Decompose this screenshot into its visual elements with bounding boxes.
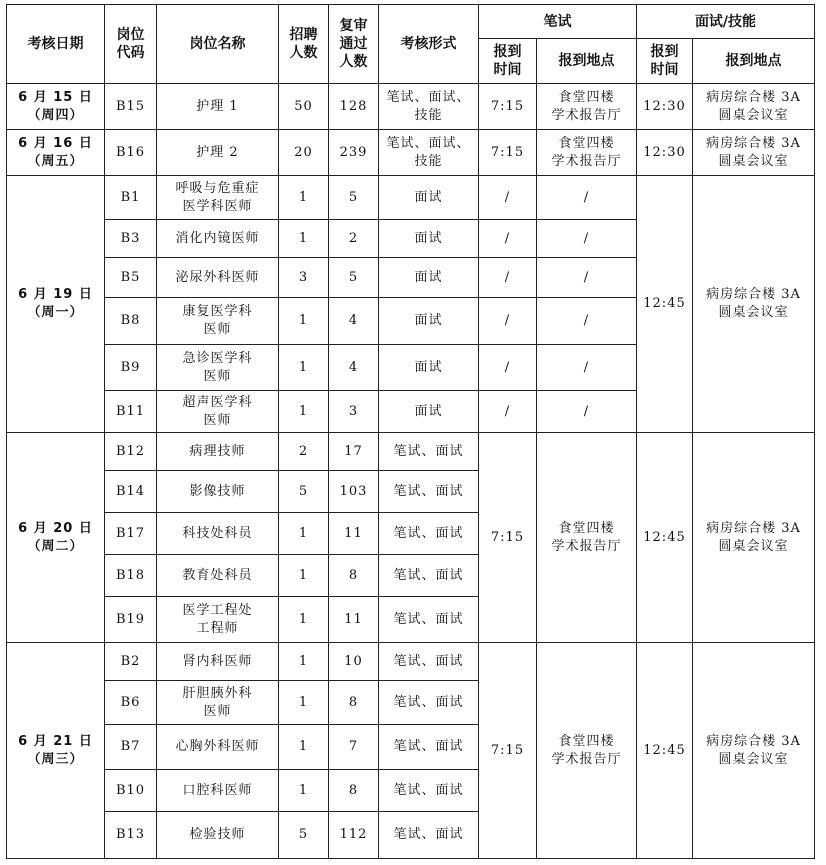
position-name: 康复医学科 医师 (157, 298, 279, 345)
written-report-place: 食堂四楼 学术报告厅 (537, 84, 637, 130)
recruit-count: 20 (279, 130, 329, 176)
position-code: B19 (105, 597, 157, 643)
exam-form: 笔试、面试、 技能 (379, 84, 479, 130)
exam-form: 面试 (379, 176, 479, 220)
written-report-place: / (537, 391, 637, 433)
written-report-time: 7:15 (479, 130, 537, 176)
written-report-time: / (479, 258, 537, 298)
position-code: B8 (105, 298, 157, 345)
header-interview-time: 报到 时间 (637, 39, 693, 84)
table-row (7, 433, 815, 471)
position-code: B5 (105, 258, 157, 298)
table-row (7, 84, 815, 130)
exam-form: 面试 (379, 258, 479, 298)
passed-count: 4 (329, 345, 379, 391)
written-report-place: 食堂四楼 学术报告厅 (537, 130, 637, 176)
passed-count: 2 (329, 220, 379, 258)
recruit-count: 1 (279, 298, 329, 345)
position-code: B15 (105, 84, 157, 130)
recruit-count: 1 (279, 725, 329, 770)
recruit-count: 1 (279, 220, 329, 258)
written-report-place: / (537, 298, 637, 345)
interview-report-time: 12:45 (637, 643, 693, 859)
header-written-time: 报到 时间 (479, 39, 537, 84)
position-code: B2 (105, 643, 157, 681)
header-recruit: 招聘 人数 (279, 5, 329, 84)
passed-count: 11 (329, 513, 379, 555)
position-name: 教育处科员 (157, 555, 279, 597)
header-date: 考核日期 (7, 5, 105, 84)
header-written-place: 报到地点 (537, 39, 637, 84)
position-code: B17 (105, 513, 157, 555)
recruit-count: 1 (279, 391, 329, 433)
recruit-count: 1 (279, 597, 329, 643)
exam-form: 面试 (379, 391, 479, 433)
exam-form: 面试 (379, 345, 479, 391)
position-code: B1 (105, 176, 157, 220)
recruit-count: 5 (279, 471, 329, 513)
passed-count: 7 (329, 725, 379, 770)
position-name: 医学工程处 工程师 (157, 597, 279, 643)
interview-report-place: 病房综合楼 3A 圆桌会议室 (693, 130, 815, 176)
passed-count: 128 (329, 84, 379, 130)
written-report-time: / (479, 391, 537, 433)
recruit-count: 5 (279, 812, 329, 859)
passed-count: 17 (329, 433, 379, 471)
table-row (7, 643, 815, 681)
written-report-time: / (479, 345, 537, 391)
position-name: 病理技师 (157, 433, 279, 471)
interview-report-place: 病房综合楼 3A 圆桌会议室 (693, 84, 815, 130)
table-row (7, 176, 815, 220)
interview-report-time: 12:30 (637, 130, 693, 176)
exam-form: 笔试、面试、 技能 (379, 130, 479, 176)
written-report-time: / (479, 176, 537, 220)
recruit-count: 1 (279, 681, 329, 725)
position-name: 检验技师 (157, 812, 279, 859)
position-code: B12 (105, 433, 157, 471)
written-report-time: / (479, 220, 537, 258)
exam-form: 笔试、面试 (379, 597, 479, 643)
exam-form: 面试 (379, 298, 479, 345)
recruit-count: 1 (279, 345, 329, 391)
position-name: 肾内科医师 (157, 643, 279, 681)
header-passed: 复审 通过 人数 (329, 5, 379, 84)
recruit-count: 3 (279, 258, 329, 298)
exam-form: 笔试、面试 (379, 725, 479, 770)
position-name: 泌尿外科医师 (157, 258, 279, 298)
position-code: B18 (105, 555, 157, 597)
exam-date: 6 月 15 日 （周四） (7, 84, 105, 130)
position-name: 科技处科员 (157, 513, 279, 555)
position-name: 呼吸与危重症 医学科医师 (157, 176, 279, 220)
position-code: B7 (105, 725, 157, 770)
recruit-count: 1 (279, 643, 329, 681)
passed-count: 8 (329, 770, 379, 812)
position-name: 肝胆胰外科 医师 (157, 681, 279, 725)
interview-report-time: 12:45 (637, 176, 693, 433)
interview-report-place: 病房综合楼 3A 圆桌会议室 (693, 433, 815, 643)
header-name: 岗位名称 (157, 5, 279, 84)
header-form: 考核形式 (379, 5, 479, 84)
header-interview: 面试/技能 (637, 5, 815, 39)
passed-count: 4 (329, 298, 379, 345)
interview-report-time: 12:45 (637, 433, 693, 643)
written-report-time: 7:15 (479, 84, 537, 130)
passed-count: 8 (329, 681, 379, 725)
table-row (7, 130, 815, 176)
exam-form: 笔试、面试 (379, 555, 479, 597)
exam-form: 笔试、面试 (379, 433, 479, 471)
position-code: B3 (105, 220, 157, 258)
position-code: B9 (105, 345, 157, 391)
interview-report-time: 12:30 (637, 84, 693, 130)
position-name: 影像技师 (157, 471, 279, 513)
written-report-place: 食堂四楼 学术报告厅 (537, 433, 637, 643)
recruit-count: 1 (279, 513, 329, 555)
position-name: 急诊医学科 医师 (157, 345, 279, 391)
exam-date: 6 月 16 日 （周五） (7, 130, 105, 176)
position-code: B10 (105, 770, 157, 812)
header-written: 笔试 (479, 5, 637, 39)
exam-schedule-table (6, 4, 815, 859)
written-report-place: / (537, 220, 637, 258)
exam-date: 6 月 21 日 （周三） (7, 643, 105, 859)
recruit-count: 1 (279, 555, 329, 597)
exam-date: 6 月 19 日 （周一） (7, 176, 105, 433)
position-name: 超声医学科 医师 (157, 391, 279, 433)
table-header (7, 5, 815, 84)
passed-count: 5 (329, 176, 379, 220)
passed-count: 10 (329, 643, 379, 681)
written-report-place: / (537, 176, 637, 220)
written-report-place: / (537, 258, 637, 298)
position-code: B16 (105, 130, 157, 176)
recruit-count: 1 (279, 176, 329, 220)
position-name: 护理 1 (157, 84, 279, 130)
interview-report-place: 病房综合楼 3A 圆桌会议室 (693, 176, 815, 433)
written-report-time: / (479, 298, 537, 345)
exam-form: 面试 (379, 220, 479, 258)
exam-form: 笔试、面试 (379, 770, 479, 812)
position-name: 心胸外科医师 (157, 725, 279, 770)
position-code: B13 (105, 812, 157, 859)
passed-count: 8 (329, 555, 379, 597)
passed-count: 103 (329, 471, 379, 513)
exam-form: 笔试、面试 (379, 513, 479, 555)
passed-count: 5 (329, 258, 379, 298)
position-code: B6 (105, 681, 157, 725)
position-name: 护理 2 (157, 130, 279, 176)
exam-form: 笔试、面试 (379, 471, 479, 513)
table-body (7, 84, 815, 859)
recruit-count: 2 (279, 433, 329, 471)
position-code: B14 (105, 471, 157, 513)
recruit-count: 50 (279, 84, 329, 130)
passed-count: 112 (329, 812, 379, 859)
position-code: B11 (105, 391, 157, 433)
exam-form: 笔试、面试 (379, 643, 479, 681)
passed-count: 239 (329, 130, 379, 176)
position-name: 消化内镜医师 (157, 220, 279, 258)
header-interview-place: 报到地点 (693, 39, 815, 84)
passed-count: 3 (329, 391, 379, 433)
exam-date: 6 月 20 日 （周二） (7, 433, 105, 643)
interview-report-place: 病房综合楼 3A 圆桌会议室 (693, 643, 815, 859)
written-report-place: 食堂四楼 学术报告厅 (537, 643, 637, 859)
exam-form: 笔试、面试 (379, 812, 479, 859)
passed-count: 11 (329, 597, 379, 643)
position-name: 口腔科医师 (157, 770, 279, 812)
header-code: 岗位 代码 (105, 5, 157, 84)
written-report-place: / (537, 345, 637, 391)
exam-form: 笔试、面试 (379, 681, 479, 725)
written-report-time: 7:15 (479, 433, 537, 643)
written-report-time: 7:15 (479, 643, 537, 859)
recruit-count: 1 (279, 770, 329, 812)
